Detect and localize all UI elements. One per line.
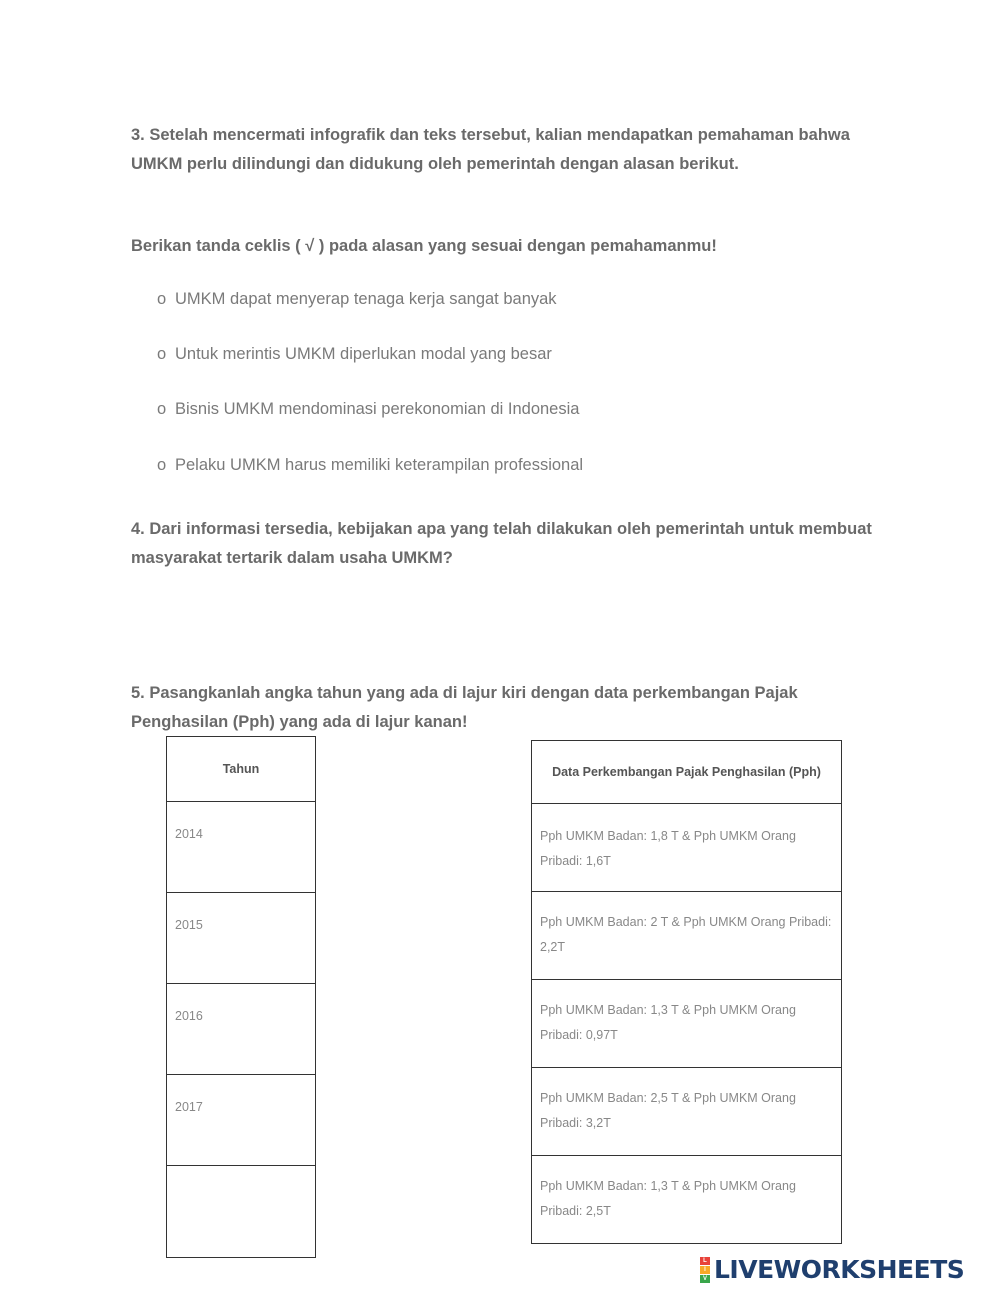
year-table xyxy=(166,736,316,1258)
liveworksheets-logo xyxy=(700,1255,964,1284)
option-1[interactable] xyxy=(157,290,557,309)
option-4[interactable] xyxy=(157,456,583,475)
table-row xyxy=(532,1156,842,1244)
pph-data-table xyxy=(531,740,842,1244)
table-row xyxy=(532,741,842,804)
question-4-line-1: 4. Dari informasi tersedia, kebijakan apa yang telah dilakukan oleh pemerintah untuk membuat xyxy=(131,520,872,538)
bullet-icon: o xyxy=(157,290,167,308)
year-cell[interactable]: 2017 xyxy=(167,1075,316,1166)
pph-cell[interactable]: Pph UMKM Badan: 1,8 T & Pph UMKM Orang Pribadi: 1,6T xyxy=(532,804,842,892)
option-3[interactable] xyxy=(157,400,579,419)
bullet-icon: o xyxy=(157,400,167,418)
table-row xyxy=(532,980,842,1068)
question-4-line-2: masyarakat tertarik dalam usaha UMKM? xyxy=(131,549,453,567)
question-3-instruction: Berikan tanda ceklis ( √ ) pada alasan yang sesuai dengan pemahamanmu! xyxy=(131,237,717,255)
question-3 xyxy=(131,121,891,179)
question-5 xyxy=(131,679,891,737)
pph-cell[interactable]: Pph UMKM Badan: 2 T & Pph UMKM Orang Pribadi: 2,2T xyxy=(532,892,842,980)
question-3-line-2: UMKM perlu dilindungi dan didukung oleh pemerintah dengan alasan berikut. xyxy=(131,155,739,173)
pph-cell[interactable]: Pph UMKM Badan: 2,5 T & Pph UMKM Orang Pribadi: 3,2T xyxy=(532,1068,842,1156)
option-label: Pelaku UMKM harus memiliki keterampilan professional xyxy=(175,456,584,474)
table-row xyxy=(167,802,316,893)
table-row xyxy=(167,984,316,1075)
pph-cell[interactable]: Pph UMKM Badan: 1,3 T & Pph UMKM Orang Pribadi: 2,5T xyxy=(532,1156,842,1244)
option-label: Bisnis UMKM mendominasi perekonomian di Indonesia xyxy=(175,400,580,418)
table-row xyxy=(167,1075,316,1166)
year-cell[interactable]: 2015 xyxy=(167,893,316,984)
option-2[interactable] xyxy=(157,345,552,364)
option-label: Untuk merintis UMKM diperlukan modal yang besar xyxy=(175,345,552,363)
table-row xyxy=(167,737,316,802)
pph-cell[interactable]: Pph UMKM Badan: 1,3 T & Pph UMKM Orang Pribadi: 0,97T xyxy=(532,980,842,1068)
table-row xyxy=(532,804,842,892)
year-cell[interactable]: 2014 xyxy=(167,802,316,893)
table-row xyxy=(167,1166,316,1258)
table-row xyxy=(167,893,316,984)
table-row xyxy=(532,892,842,980)
logo-blocks-icon: L I V xyxy=(700,1257,710,1283)
question-3-line-1: 3. Setelah mencermati infografik dan teks tersebut, kalian mendapatkan pemahaman bahwa xyxy=(131,126,850,144)
question-5-line-2: Penghasilan (Pph) yang ada di lajur kanan! xyxy=(131,713,468,731)
option-label: UMKM dapat menyerap tenaga kerja sangat banyak xyxy=(175,290,557,308)
question-4 xyxy=(131,515,891,573)
table-row xyxy=(532,1068,842,1156)
logo-text: LIVEWORKSHEETS xyxy=(714,1255,965,1284)
year-table-header: Tahun xyxy=(167,737,316,802)
year-cell[interactable] xyxy=(167,1166,316,1258)
year-cell[interactable]: 2016 xyxy=(167,984,316,1075)
pph-table-header: Data Perkembangan Pajak Penghasilan (Pph) xyxy=(532,741,842,804)
bullet-icon: o xyxy=(157,456,167,474)
question-5-line-1: 5. Pasangkanlah angka tahun yang ada di lajur kiri dengan data perkembangan Pajak xyxy=(131,684,798,702)
bullet-icon: o xyxy=(157,345,167,363)
